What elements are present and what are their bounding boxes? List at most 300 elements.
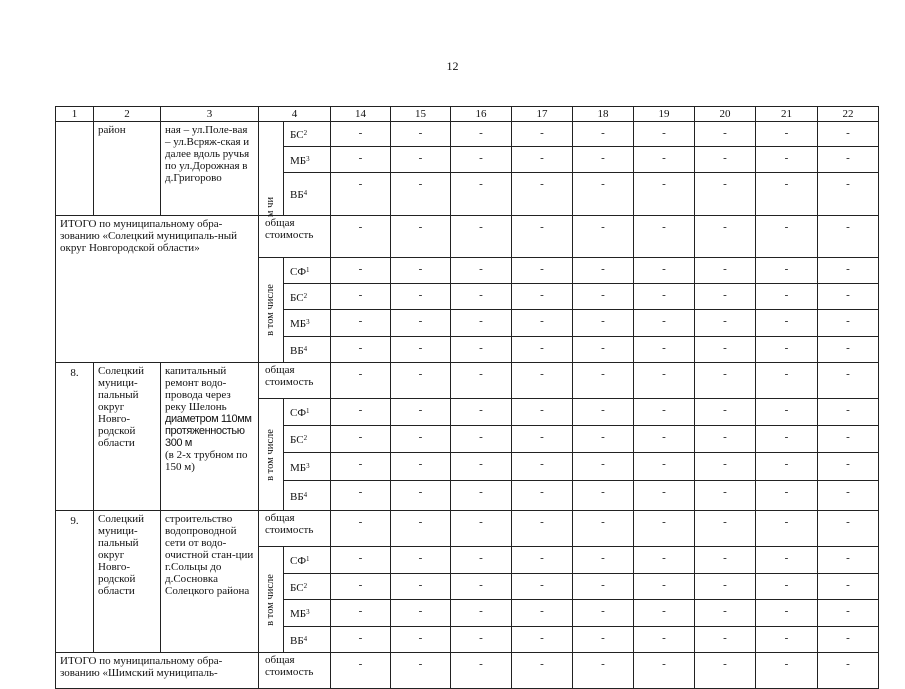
total-label: ИТОГО по муниципальному обра-зованию «Солецкий муниципаль-ный округ Новгородской области»	[60, 218, 237, 254]
value-cell	[391, 653, 451, 689]
value-dash: -	[358, 486, 363, 498]
column-number: 2	[124, 107, 130, 120]
value-dash: -	[540, 263, 544, 275]
value-cell	[331, 547, 391, 574]
funding-code: СФ	[290, 407, 307, 419]
footnote-mark: 1	[306, 407, 310, 415]
value-cell	[573, 481, 634, 511]
value-dash: -	[358, 431, 363, 443]
value-dash: -	[358, 315, 363, 327]
value-cell	[331, 173, 391, 216]
funding-source-cell	[284, 310, 331, 337]
municipality-cell	[94, 363, 161, 511]
value-dash: -	[723, 342, 727, 354]
value-dash: -	[358, 605, 363, 617]
value-dash: -	[540, 289, 544, 301]
value-cell	[634, 481, 695, 511]
vertical-label: в том числе	[265, 284, 276, 336]
footnote-mark: 1	[306, 265, 310, 274]
value-cell	[695, 426, 756, 453]
value-cell	[331, 574, 391, 600]
value-cell	[451, 453, 512, 481]
funding-code: БС	[290, 129, 304, 141]
value-dash: -	[601, 152, 605, 164]
value-cell	[818, 363, 879, 399]
value-dash: -	[418, 263, 423, 275]
value-cell	[573, 284, 634, 310]
value-dash: -	[601, 127, 605, 139]
funding-source-cell	[284, 481, 331, 511]
value-dash: -	[358, 404, 363, 416]
funding-code: ВБ	[290, 634, 304, 647]
value-cell	[695, 284, 756, 310]
value-dash: -	[479, 579, 483, 591]
value-dash: -	[418, 152, 423, 164]
value-cell	[818, 511, 879, 547]
footnote-mark: 4	[303, 344, 308, 353]
value-cell	[451, 511, 512, 547]
value-cell	[818, 453, 879, 481]
value-cell	[756, 173, 818, 216]
funding-code: СФ	[290, 555, 307, 567]
value-dash: -	[418, 552, 423, 564]
table-row	[56, 122, 879, 147]
funding-source-cell	[284, 337, 331, 363]
value-dash: -	[358, 289, 363, 301]
value-cell	[331, 337, 391, 363]
object-cell	[161, 363, 259, 511]
cost-type: общая стоимость	[265, 217, 314, 241]
value-cell	[634, 258, 695, 284]
object-text: капитальный ремонт водо-провода через реку Шелонь	[165, 365, 231, 413]
value-cell	[573, 337, 634, 363]
cost-type-cell	[259, 216, 331, 258]
funding-code: СФ	[290, 265, 307, 278]
value-dash: -	[846, 486, 850, 498]
value-dash: -	[479, 178, 483, 190]
value-cell	[391, 147, 451, 173]
value-dash: -	[601, 404, 605, 416]
value-cell	[512, 284, 573, 310]
funding-code: МБ	[290, 318, 307, 330]
value-cell	[695, 258, 756, 284]
value-dash: -	[601, 552, 605, 564]
value-cell	[695, 173, 756, 216]
value-dash: -	[601, 315, 605, 327]
value-dash: -	[846, 579, 850, 591]
value-cell	[695, 511, 756, 547]
value-cell	[512, 363, 573, 399]
value-cell	[512, 216, 573, 258]
value-cell	[756, 216, 818, 258]
value-dash: -	[601, 289, 605, 301]
value-cell	[391, 481, 451, 511]
value-dash: -	[723, 315, 727, 327]
value-cell	[391, 547, 451, 574]
value-dash: -	[723, 605, 727, 617]
value-cell	[391, 453, 451, 481]
value-dash: -	[662, 178, 666, 190]
funding-code: ВБ	[290, 490, 304, 503]
value-dash: -	[723, 632, 727, 644]
value-cell	[451, 653, 512, 689]
value-cell	[391, 511, 451, 547]
value-cell	[391, 426, 451, 453]
value-dash: -	[723, 658, 727, 670]
footnote-mark: 2	[303, 581, 308, 590]
value-dash: -	[784, 486, 789, 498]
value-dash: -	[479, 431, 483, 443]
value-dash: -	[479, 263, 483, 275]
value-dash: -	[358, 152, 363, 164]
value-dash: -	[601, 221, 605, 233]
value-dash: -	[784, 579, 789, 591]
value-cell	[634, 284, 695, 310]
municipality-text: Солецкий муници-пальный округ Новго-родской области	[98, 365, 145, 449]
value-cell	[573, 547, 634, 574]
funding-source-cell	[284, 453, 331, 481]
value-dash: -	[418, 342, 423, 354]
column-header	[451, 107, 512, 122]
value-dash: -	[662, 579, 666, 591]
value-dash: -	[358, 263, 363, 275]
table-row-total	[56, 363, 879, 399]
footnote-mark: 4	[303, 634, 308, 643]
value-dash: -	[418, 404, 423, 416]
value-dash: -	[846, 516, 850, 528]
value-dash: -	[479, 315, 483, 327]
cost-type: общая стоимость	[265, 364, 314, 388]
value-dash: -	[846, 431, 850, 443]
value-dash: -	[723, 368, 727, 380]
value-cell	[451, 284, 512, 310]
value-cell	[695, 122, 756, 147]
value-cell	[634, 337, 695, 363]
value-cell	[695, 481, 756, 511]
value-cell	[331, 653, 391, 689]
value-dash: -	[418, 579, 423, 591]
value-cell	[451, 258, 512, 284]
value-cell	[331, 511, 391, 547]
value-cell	[573, 600, 634, 627]
value-cell	[818, 481, 879, 511]
value-cell	[573, 363, 634, 399]
table-row-total	[56, 653, 879, 689]
value-dash: -	[418, 486, 423, 498]
value-dash: -	[784, 431, 789, 443]
value-cell	[331, 147, 391, 173]
funding-source-cell	[284, 426, 331, 453]
value-dash: -	[846, 221, 850, 233]
value-dash: -	[784, 178, 789, 190]
value-dash: -	[723, 221, 727, 233]
value-cell	[512, 173, 573, 216]
value-cell	[451, 574, 512, 600]
value-dash: -	[358, 342, 363, 354]
value-dash: -	[662, 127, 666, 139]
value-dash: -	[662, 221, 666, 233]
value-dash: -	[479, 486, 483, 498]
value-cell	[695, 399, 756, 426]
value-dash: -	[662, 486, 666, 498]
value-cell	[512, 310, 573, 337]
value-dash: -	[540, 431, 544, 443]
table-row-total	[56, 511, 879, 547]
funding-source-cell	[284, 258, 331, 284]
value-cell	[695, 547, 756, 574]
value-cell	[756, 426, 818, 453]
value-dash: -	[418, 632, 423, 644]
column-number: 21	[781, 107, 792, 120]
value-dash: -	[418, 315, 423, 327]
page-number: 12	[446, 59, 459, 73]
value-cell	[391, 399, 451, 426]
value-dash: -	[784, 263, 789, 275]
value-cell	[756, 337, 818, 363]
value-dash: -	[662, 263, 666, 275]
value-cell	[634, 547, 695, 574]
footnote-mark: 3	[306, 318, 310, 326]
value-cell	[512, 147, 573, 173]
column-header	[259, 107, 331, 122]
value-dash: -	[540, 516, 544, 528]
value-cell	[331, 399, 391, 426]
value-dash: -	[418, 658, 423, 670]
value-cell	[818, 574, 879, 600]
value-cell	[818, 399, 879, 426]
value-cell	[573, 653, 634, 689]
value-cell	[695, 363, 756, 399]
value-cell	[634, 173, 695, 216]
row-number: 8.	[70, 367, 79, 379]
value-dash: -	[846, 152, 850, 164]
object-cell	[161, 511, 259, 653]
value-cell	[695, 310, 756, 337]
row-number-cell	[56, 122, 94, 216]
value-dash: -	[662, 552, 666, 564]
column-header	[512, 107, 573, 122]
value-cell	[573, 258, 634, 284]
value-cell	[756, 399, 818, 426]
value-cell	[512, 481, 573, 511]
value-cell	[695, 147, 756, 173]
value-cell	[451, 481, 512, 511]
value-dash: -	[662, 632, 666, 644]
column-header	[756, 107, 818, 122]
municipality-cell	[94, 122, 161, 216]
value-cell	[756, 574, 818, 600]
value-cell	[756, 284, 818, 310]
header-row	[56, 107, 879, 122]
column-number: 19	[658, 107, 670, 120]
value-dash: -	[358, 368, 363, 380]
funding-code: БС	[290, 291, 304, 304]
value-cell	[818, 600, 879, 627]
value-dash: -	[662, 516, 666, 528]
value-dash: -	[540, 178, 544, 190]
funding-code: ВБ	[290, 189, 304, 201]
value-dash: -	[540, 552, 544, 564]
value-dash: -	[540, 342, 544, 354]
value-dash: -	[662, 152, 666, 164]
value-dash: -	[846, 315, 850, 327]
value-cell	[695, 574, 756, 600]
value-dash: -	[479, 152, 483, 164]
value-cell	[512, 258, 573, 284]
value-cell	[451, 310, 512, 337]
funding-source-cell	[284, 574, 331, 600]
value-dash: -	[846, 458, 850, 470]
column-number: 3	[206, 107, 213, 120]
value-cell	[391, 258, 451, 284]
value-dash: -	[723, 404, 727, 416]
column-header	[94, 107, 161, 122]
value-cell	[391, 173, 451, 216]
value-cell	[818, 258, 879, 284]
value-dash: -	[601, 579, 605, 591]
value-dash: -	[723, 552, 727, 564]
funding-source-cell	[284, 284, 331, 310]
value-dash: -	[723, 486, 727, 498]
value-cell	[818, 216, 879, 258]
value-cell	[451, 337, 512, 363]
value-cell	[634, 122, 695, 147]
value-dash: -	[601, 516, 605, 528]
value-cell	[331, 600, 391, 627]
value-dash: -	[784, 342, 789, 354]
municipality-cell	[94, 511, 161, 653]
value-dash: -	[540, 315, 544, 327]
value-dash: -	[723, 579, 727, 591]
value-dash: -	[358, 632, 363, 644]
value-dash: -	[601, 632, 605, 644]
funding-code: ВБ	[290, 344, 304, 357]
funding-source-cell	[284, 147, 331, 173]
value-dash: -	[723, 289, 727, 301]
value-cell	[573, 574, 634, 600]
value-dash: -	[601, 431, 605, 443]
column-number: 17	[536, 107, 548, 120]
value-dash: -	[784, 658, 789, 670]
funding-source-cell	[284, 399, 331, 426]
column-number: 16	[475, 107, 487, 120]
value-cell	[634, 600, 695, 627]
value-cell	[634, 453, 695, 481]
value-dash: -	[784, 152, 789, 164]
value-cell	[695, 653, 756, 689]
vertical-label: в том числе	[265, 573, 276, 626]
footnote-mark: 4	[303, 189, 308, 197]
value-dash: -	[846, 605, 850, 617]
value-dash: -	[662, 368, 666, 380]
value-cell	[512, 122, 573, 147]
vertical-label: м чи	[265, 196, 276, 218]
object-text: строительство водопроводной сети от водо-очистной стан-ции г.Сольцы до д.Сосновка Солецкого района	[165, 513, 254, 597]
value-cell	[818, 547, 879, 574]
value-dash: -	[846, 127, 850, 139]
value-cell	[331, 216, 391, 258]
value-dash: -	[479, 289, 483, 301]
value-dash: -	[479, 632, 483, 644]
value-cell	[391, 284, 451, 310]
row-number-cell	[56, 511, 94, 653]
value-cell	[573, 173, 634, 216]
funding-code: МБ	[290, 154, 307, 167]
value-cell	[573, 426, 634, 453]
value-cell	[573, 453, 634, 481]
value-dash: -	[662, 658, 666, 670]
value-dash: -	[723, 152, 727, 164]
value-dash: -	[358, 221, 363, 233]
value-dash: -	[784, 404, 789, 416]
value-cell	[391, 216, 451, 258]
value-dash: -	[358, 658, 363, 670]
value-cell	[512, 574, 573, 600]
value-cell	[331, 426, 391, 453]
value-cell	[634, 310, 695, 337]
column-header	[818, 107, 879, 122]
footnote-mark: 2	[303, 291, 308, 300]
value-dash: -	[784, 315, 789, 327]
value-cell	[512, 426, 573, 453]
value-dash: -	[784, 127, 789, 139]
value-dash: -	[540, 368, 544, 380]
funding-source-cell	[284, 547, 331, 574]
value-cell	[695, 600, 756, 627]
column-header	[695, 107, 756, 122]
value-dash: -	[846, 178, 850, 190]
footnote-mark: 3	[306, 608, 310, 616]
value-cell	[331, 481, 391, 511]
value-dash: -	[723, 127, 727, 139]
value-dash: -	[784, 289, 789, 301]
value-cell	[512, 399, 573, 426]
value-cell	[512, 600, 573, 627]
footnote-mark: 4	[303, 490, 308, 499]
total-label-cell	[56, 653, 259, 689]
value-cell	[451, 547, 512, 574]
column-number: 14	[355, 107, 366, 120]
footnote-mark: 1	[306, 555, 310, 563]
funding-source-cell	[284, 122, 331, 147]
value-cell	[451, 122, 512, 147]
value-dash: -	[662, 315, 666, 327]
value-cell	[573, 147, 634, 173]
value-cell	[573, 511, 634, 547]
value-cell	[512, 337, 573, 363]
value-dash: -	[479, 342, 483, 354]
vertical-label-cell	[259, 399, 284, 511]
value-dash: -	[479, 552, 483, 564]
column-header	[573, 107, 634, 122]
funding-code: МБ	[290, 608, 307, 620]
vertical-label: в том числе	[265, 428, 276, 481]
value-cell	[756, 122, 818, 147]
value-cell	[451, 600, 512, 627]
value-dash: -	[601, 178, 605, 190]
value-dash: -	[846, 342, 850, 354]
funding-code: МБ	[290, 461, 307, 474]
value-cell	[634, 574, 695, 600]
column-number: 18	[597, 107, 609, 120]
vertical-label-cell	[259, 258, 284, 363]
object-cell	[161, 122, 259, 216]
value-dash: -	[846, 368, 850, 380]
value-dash: -	[601, 486, 605, 498]
value-dash: -	[846, 552, 850, 564]
value-cell	[818, 337, 879, 363]
value-dash: -	[418, 221, 423, 233]
